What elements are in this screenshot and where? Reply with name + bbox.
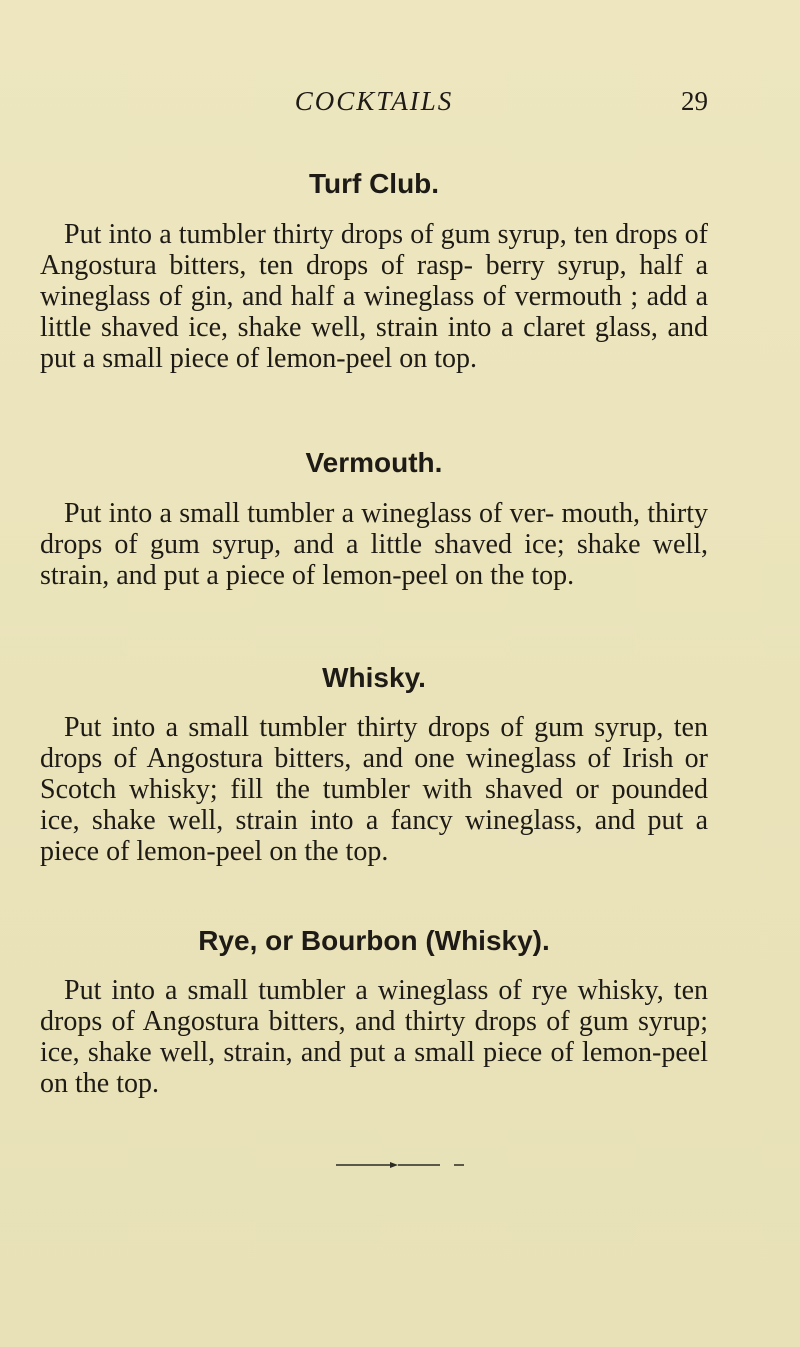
recipe-title-vermouth: Vermouth. — [305, 447, 443, 478]
recipe-title-whisky: Whisky. — [322, 662, 426, 693]
recipe-text-vermouth: Put into a small tumbler a wineglass of ver- mouth, thirty drops of gum syrup, and a little shaved ice; shake well, strain, and put a piece of lemon-peel on the top. — [40, 498, 708, 591]
running-head: COCKTAILS — [294, 86, 454, 116]
recipe-title-turf-club: Turf Club. — [308, 168, 440, 199]
recipe-text-rye-or-bourbon: Put into a small tumbler a wineglass of rye whisky, ten drops of Angostura bitters, and thirty drops of gum syrup; ice, shake well, strain, and put a small piece of lemon-peel on the top. — [40, 975, 708, 1099]
page-header — [40, 86, 708, 126]
recipe-text-turf-club: Put into a tumbler thirty drops of gum syrup, ten drops of Angostura bitters, ten drops of rasp- berry syrup, half a wineglass of gin, and half a wineglass of vermouth ; add a little shaved ice, shake well, strain into a claret glass, and put a small piece of lemon-peel on top. — [40, 219, 708, 374]
page-number: 29 — [681, 86, 708, 116]
section-ornament — [336, 1161, 476, 1169]
recipe-text-whisky: Put into a small tumbler thirty drops of gum syrup, ten drops of Angostura bitters, and one wineglass of Irish or Scotch whisky; fill the tumbler with shaved or pounded ice, shake well, strain into a fancy wineglass, and put a piece of lemon-peel on the top. — [40, 712, 708, 867]
recipe-title-rye-or-bourbon: Rye, or Bourbon (Whisky). — [198, 925, 550, 956]
